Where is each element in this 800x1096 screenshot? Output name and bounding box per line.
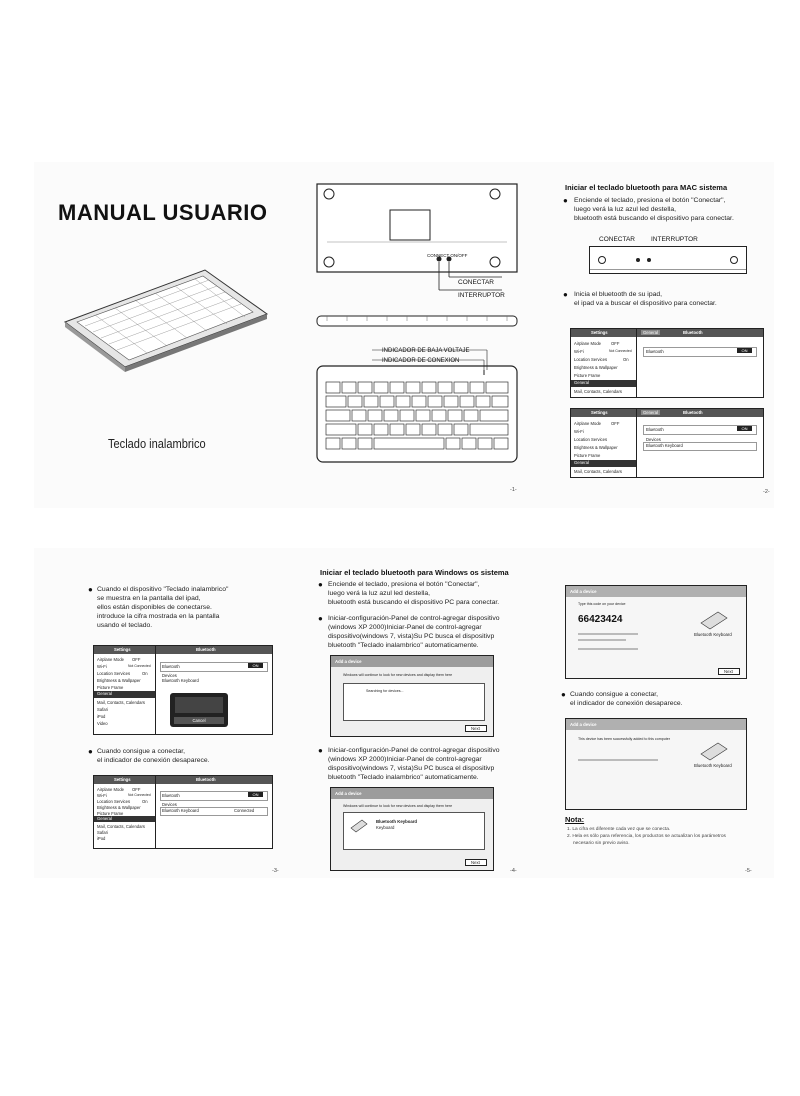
bullet-icon: ● <box>563 290 568 299</box>
page-number-1: -1- <box>510 487 517 493</box>
bullet-icon: ● <box>318 580 323 589</box>
windows-device-added: Add a device This device has been successfully added to this computer Bluetooth Keyboard <box>565 718 747 810</box>
bluetooth-toggle[interactable]: ON <box>248 792 263 797</box>
ipad-pairing-screenshot: Settings Bluetooth Airplane Mode OFF Wi-Fi Not Connected Location Services On Brightness & Wallpaper Picture Frame General Mail, Contacts, Calendars Safari iPod Video Bluetooth ON Devices Bluetooth Keyboard Cancel <box>93 645 273 735</box>
page3-step2: Cuando consigue a conectar, el indicador de conexión desaparece. <box>97 748 210 764</box>
page2-step1: Enciende el teclado, presiona el botón "Conectar", luego verá la luz azul led destella, bluetooth está buscando el dispositivo para conectar. <box>574 197 734 222</box>
interruptor-label: INTERRUPTOR <box>458 292 505 299</box>
keyboard-icon <box>700 741 728 761</box>
bullet-icon: ● <box>88 747 93 756</box>
keyboard-diagrams <box>312 182 522 492</box>
page4-heading: Iniciar el teclado bluetooth para Windows os sistema <box>320 568 509 577</box>
ipad-settings-screenshot-1: Settings General Bluetooth Airplane Mode OFF Wi-Fi Not Connected Location Services On Brightness & Wallpaper Picture Frame General Mail, Contacts, Calendars Bluetooth ON <box>570 328 764 398</box>
manual-title: MANUAL USUARIO <box>58 200 268 225</box>
low-voltage-label: INDICADOR DE BAJA VOLTAJE <box>382 348 470 354</box>
ipad-connected-screenshot: Settings Bluetooth Airplane Mode OFF Wi-Fi Not Connected Location Services On Brightness & Wallpaper Picture Frame General Mail, Contacts, Calendars Safari iPod Bluetooth ON Devices Bluetooth Keyboard Connected <box>93 775 273 849</box>
page4-step1: Enciende el teclado, presiona el botón "Conectar", luego verá la luz azul led destella, bluetooth está buscando el dispositivo PC para conectar. <box>328 581 500 606</box>
connected-status: Connected <box>234 808 255 813</box>
ipad-settings-screenshot-2: Settings General Bluetooth Airplane Mode OFF Wi-Fi Location Services Brightness & Wallpaper Picture Frame General Mail, Contacts, Calendars Bluetooth ON Devices Bluetooth Keyboard <box>570 408 764 478</box>
bullet-icon: ● <box>318 746 323 755</box>
keyboard-icon <box>700 610 728 630</box>
nota-list: 1. La cifra es diferente cada vez que se conecta. 2. Hela es sólo para referencia, los productos se actualizan los parámetros necesario sin previo aviso. <box>567 827 726 846</box>
page3-step1: Cuando el dispositivo "Teclado inalambrico" se muestra en la pantalla del ipad, ellos están disponibles de conectarse. introduce la cifra mostrada en la pantalla usando el teclado. <box>97 586 229 629</box>
keyboard-icon <box>350 819 368 833</box>
cancel-button[interactable]: Cancel <box>174 717 224 724</box>
bullet-icon: ● <box>563 196 568 205</box>
conectar-label: CONECTAR <box>458 279 494 286</box>
bluetooth-toggle[interactable]: ON <box>248 663 263 668</box>
bluetooth-toggle[interactable]: ON <box>737 426 752 431</box>
windows-pairing-code: Add a device Type this code on your device 66423424 Bluetooth Keyboard Next <box>565 585 747 679</box>
windows-add-device-found: Add a device Windows will continue to look for new devices and display them here Bluetooth Keyboard Keyboard Next <box>330 787 494 871</box>
page-number-5: -5- <box>745 868 752 874</box>
next-button[interactable]: Next <box>724 669 733 674</box>
bullet-icon: ● <box>88 585 93 594</box>
page4-step3: Iniciar-configuración-Panel de control-agregar dispositivo (windows XP 2000)Iniciar-Panel de control-agregar dispositivo(windows 7, vista)Su PC busca el dispositivp bluetooth "Teclado inalambrico" automaticamente. <box>328 747 500 781</box>
page-number-2: -2- <box>763 489 770 495</box>
page2-step2: Inicia el bluetooth de su ipad, el ipad va a buscar el dispositivo para conectar. <box>574 291 717 307</box>
windows-add-device-searching: Add a device Windows will continue to look for new devices and display them here Searching for devices... Next <box>330 655 494 737</box>
found-device-name[interactable]: Bluetooth Keyboard <box>376 819 418 824</box>
connect-onoff-label: CONNECT ON/OFF <box>427 253 468 258</box>
pairing-code-dialog <box>170 693 228 727</box>
page4-step2: Iniciar-configuración-Panel de control-agregar dispositivo (windows XP 2000)Iniciar-Panel de control-agregar dispositivo(windows 7, vista)Su PC busca el dispositivp bluetooth "Teclado inalambrico" automaticamente. <box>328 615 500 649</box>
page-number-4: -4- <box>510 868 517 874</box>
bluetooth-toggle[interactable]: ON <box>737 348 752 353</box>
conectar-box-label: CONECTAR <box>599 236 635 243</box>
switch-panel-diagram <box>589 246 747 274</box>
bullet-icon: ● <box>318 614 323 623</box>
connection-indicator-label: INDICADOR DE CONEXION <box>382 358 460 364</box>
keyboard-illustration <box>55 262 270 372</box>
product-caption: Teclado inalambrico <box>108 436 206 451</box>
nota-title: Nota: <box>565 815 585 824</box>
next-button[interactable]: Next <box>471 860 480 865</box>
page5-step1: Cuando consigue a conectar, el indicador de conexión desaparece. <box>570 691 683 707</box>
page-number-3: -3- <box>272 868 279 874</box>
device-list-item[interactable]: Bluetooth Keyboard <box>646 443 683 448</box>
interruptor-box-label: INTERRUPTOR <box>651 236 698 243</box>
next-button[interactable]: Next <box>471 726 480 731</box>
device-list-item[interactable]: Bluetooth Keyboard <box>162 808 199 813</box>
pairing-code: 66423424 <box>578 614 623 625</box>
page2-heading: Iniciar el teclado bluetooth para MAC sistema <box>565 183 728 192</box>
bullet-icon: ● <box>561 690 566 699</box>
